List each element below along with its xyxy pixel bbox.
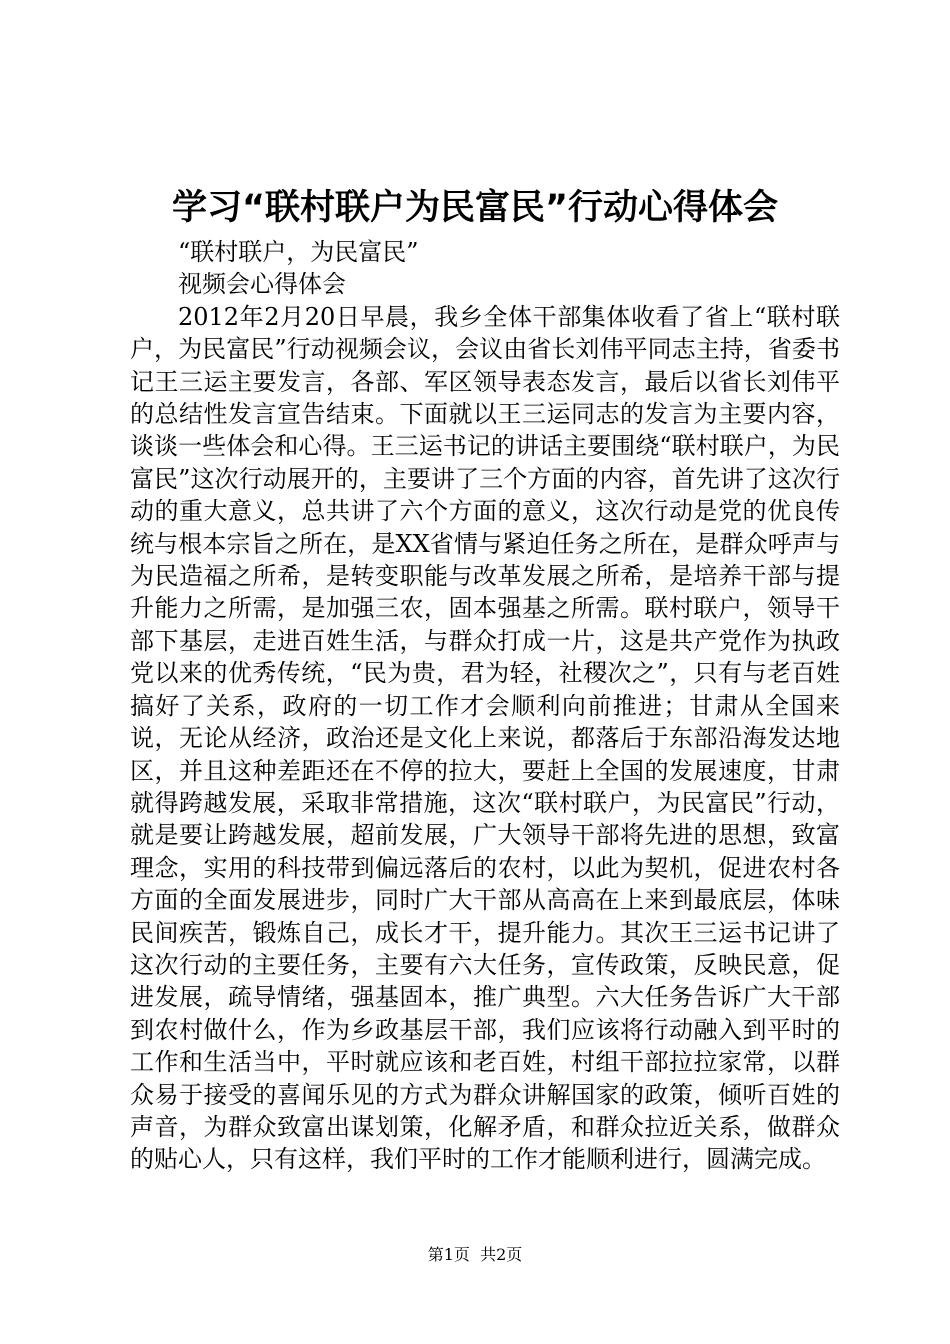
document-body	[130, 236, 840, 1176]
page-number: 第1页 共2页	[427, 1245, 523, 1264]
document-title: 学习“联村联户为民富民”行动心得体会	[171, 188, 778, 228]
subtitle-line-1: “联村联户，为民富民”	[178, 238, 419, 266]
body-paragraph: 2012年2月20日早晨，我乡全体干部集体收看了省上“联村联户，为民富民”行动视频会议，会议由省长刘伟平同志主持，省委书记王三运主要发言，各部、军区领导表态发言，最后以省长刘伟平的总结性发言宣告结束。下面就以王三运同志的发言为主要内容，谈谈一些体会和心得。王三运书记的讲话主要围绕“联村联户，为民富民”这次行动展开的，主要讲了三个方面的内容，首先讲了这次行动的重大意义，总共讲了六个方面的意义，这次行动是党的优良传统与根本宗旨之所在，是XX省情与紧迫任务之所在，是群众呼声与为民造福之所希，是转变职能与改革发展之所希，是培养干部与提升能力之所需，是加强三农，固本强基之所需。联村联户，领导干部下基层，走进百姓生活，与群众打成一片，这是共产党作为执政党以来的优秀传统，“民为贵，君为轻，社稷次之”，只有与老百姓搞好了关系，政府的一切工作才会顺利向前推进；甘肃从全国来说，无论从经济，政治还是文化上来说，都落后于东部沿海发达地区，并且这种差距还在不停的拉大，要赶上全国的发展速度，甘肃就得跨越发展，采取非常措施，这次“联村联户，为民富民”行动，就是要让跨越发展，超前发展，广大领导干部将先进的思想，致富理念，实用的科技带到偏远落后的农村，以此为契机，促进农村各方面的全面发展进步，同时广大干部从高高在上来到最底层，体味民间疾苦，锻炼自己，成长才干，提升能力。其次王三运书记讲了这次行动的主要任务，主要有六大任务，宣传政策，反映民意，促进发展，疏导情绪，强基固本，推广典型。六大任务告诉广大干部到农村做什么，作为乡政基层干部，我们应该将行动融入到平时的工作和生活当中，平时就应该和老百姓，村组干部拉拉家常，以群众易于接受的喜闻乐见的方式为群众讲解国家的政策，倾听百姓的声音，为群众致富出谋划策，化解矛盾，和群众拉近关系，做群众的贴心人，只有这样，我们平时的工作才能顺利进行，圆满完成。	[130, 302, 840, 1174]
subtitle-line-2: 视频会心得体会	[178, 270, 346, 299]
